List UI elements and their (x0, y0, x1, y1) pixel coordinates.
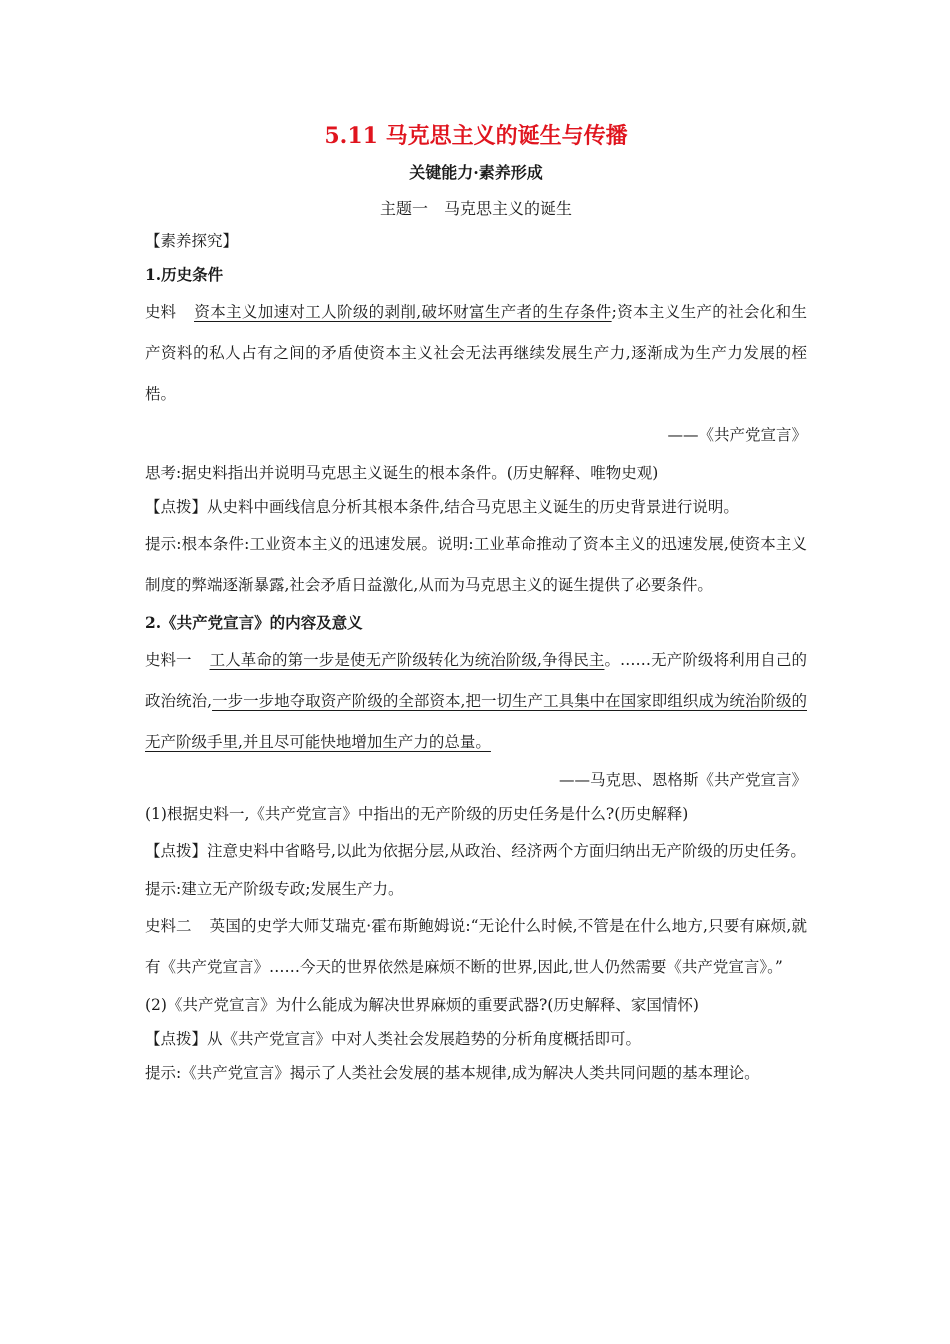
source-paragraph-3 (145, 906, 807, 988)
hint: 【点拨】从《共产党宣言》中对人类社会发展趋势的分析角度概括即可。 (145, 1030, 642, 1048)
page-subtitle: 关键能力·素养形成 (409, 163, 543, 182)
question: 思考:据史料指出并说明马克思主义诞生的根本条件。(历史解释、唯物史观) (145, 464, 659, 482)
source-text: ;资本主义生产的社会化和生产资料的私人占有之间的矛盾使资本主义社会无法再继续发展生产力,逐渐成为生产力发展的桎梏。 (145, 303, 807, 403)
underlined-text: 一步一步地夺取资产阶级的全部资本,把一切生产工具集中在国家即组织成为统治阶级的无产阶级手里,并且尽可能快地增加生产力的总量。 (145, 692, 807, 751)
attribution: ——马克思、恩格斯《共产党宣言》 (558, 771, 807, 789)
section-2-heading: 2.《共产党宣言》的内容及意义 (145, 613, 363, 632)
source-paragraph-2 (145, 640, 807, 763)
section-tag: 【素养探究】 (145, 232, 239, 250)
source-text: 。……无产阶级将利用自己的政治统治, (145, 651, 807, 710)
question: (2)《共产党宣言》为什么能成为解决世界麻烦的重要武器?(历史解释、家国情怀) (145, 996, 699, 1014)
source-label: 史料 (145, 303, 177, 321)
answer: 提示:建立无产阶级专政;发展生产力。 (145, 880, 404, 898)
answer: 提示:《共产党宣言》揭示了人类社会发展的基本规律,成为解决人类共同问题的基本理论。 (145, 1064, 760, 1082)
source-paragraph-1 (145, 292, 807, 415)
attribution: ——《共产党宣言》 (667, 426, 807, 444)
section-1-heading: 1.历史条件 (145, 265, 224, 284)
page-title: 5.11 马克思主义的诞生与传播 (324, 123, 628, 149)
question: (1)根据史料一,《共产党宣言》中指出的无产阶级的历史任务是什么?(历史解释) (145, 805, 689, 823)
hint: 【点拨】从史料中画线信息分析其根本条件,结合马克思主义诞生的历史背景进行说明。 (145, 498, 739, 516)
source-label: 史料二 (145, 917, 192, 935)
topic-heading: 主题一 马克思主义的诞生 (379, 199, 572, 218)
answer: 提示:根本条件:工业资本主义的迅速发展。说明:工业革命推动了资本主义的迅速发展,使资本主义制度的弊端逐渐暴露,社会矛盾日益激化,从而为马克思主义的诞生提供了必要条件。 (145, 535, 807, 594)
hint: 【点拨】注意史料中省略号,以此为依据分层,从政治、经济两个方面归纳出无产阶级的历史任务。 (145, 842, 806, 860)
document-page (145, 118, 807, 1090)
underlined-text: 资本主义加速对工人阶级的剥削,破坏财富生产者的生存条件 (194, 303, 612, 321)
underlined-text: 工人革命的第一步是使无产阶级转化为统治阶级,争得民主 (209, 651, 605, 669)
source-text: 英国的史学大师艾瑞克·霍布斯鲍姆说:“无论什么时候,不管是在什么地方,只要有麻烦,就有《共产党宣言》……今天的世界依然是麻烦不断的世界,因此,世人仍然需要《共产党宣言》。” (145, 917, 807, 976)
source-label: 史料一 (145, 651, 192, 669)
